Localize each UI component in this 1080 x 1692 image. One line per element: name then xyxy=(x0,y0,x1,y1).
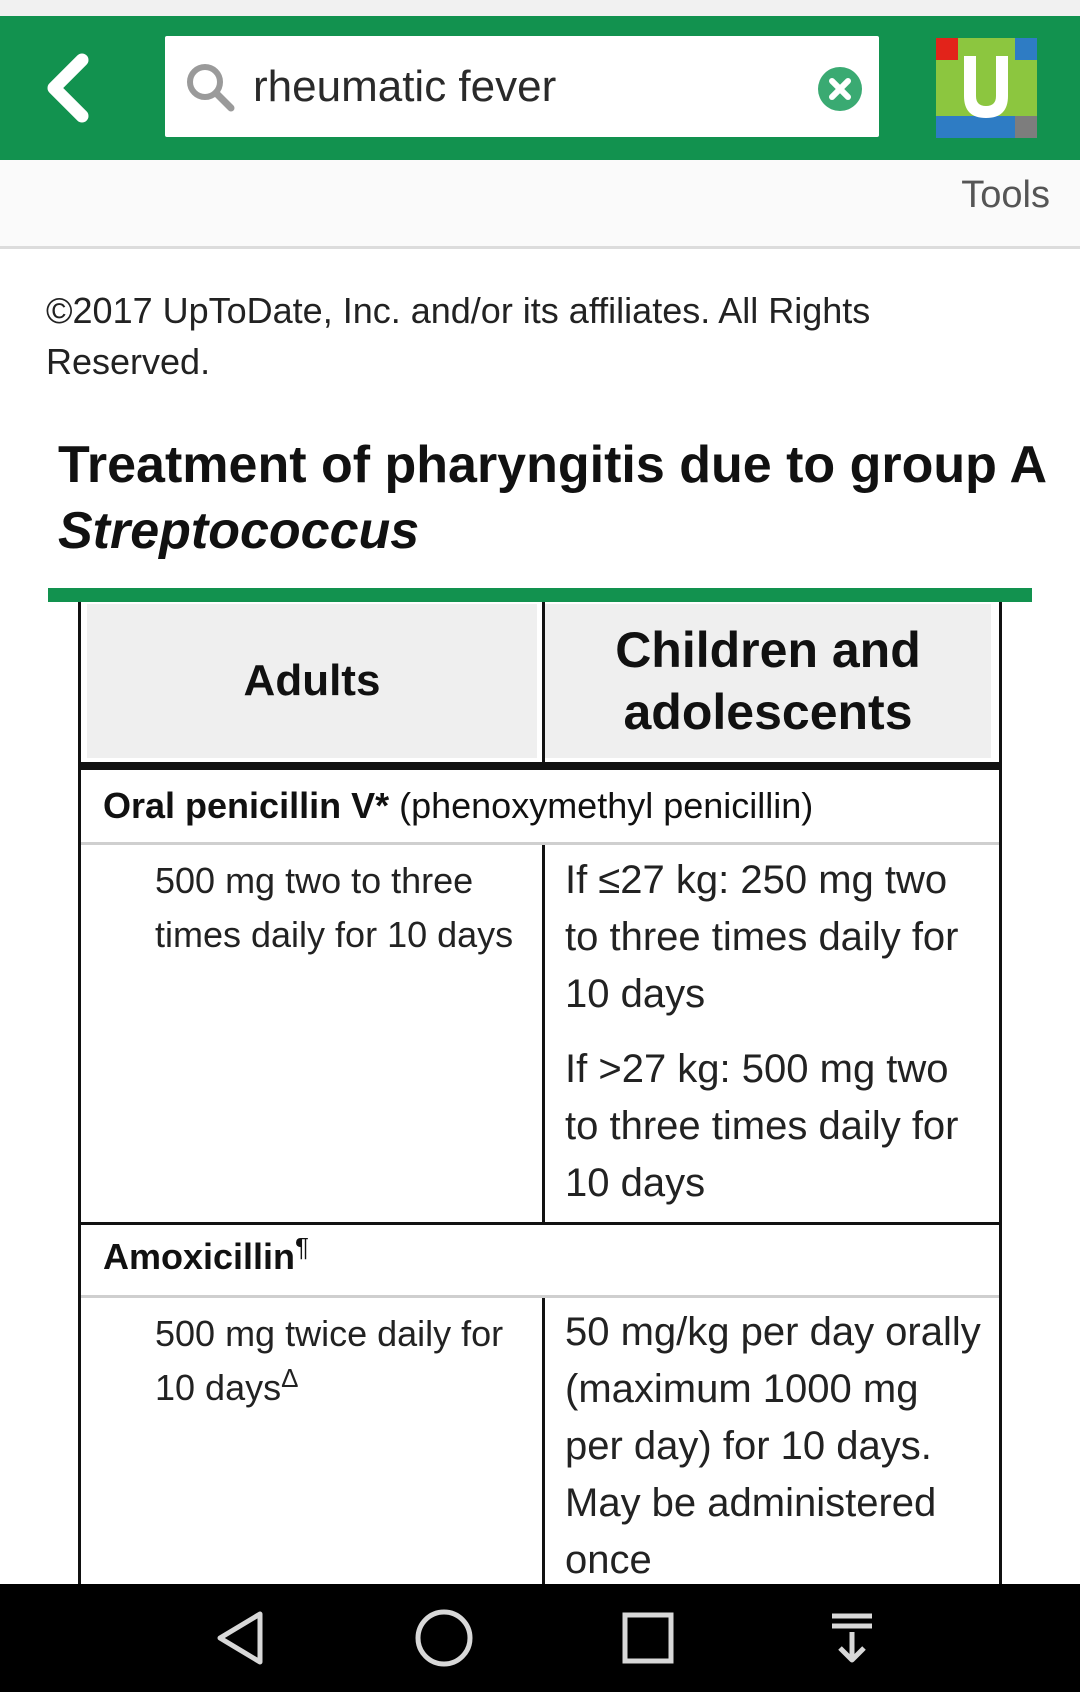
adults-dose-cell xyxy=(155,1307,535,1415)
title-divider xyxy=(48,588,1032,602)
uptodate-logo[interactable] xyxy=(936,38,1037,138)
tools-bar xyxy=(0,160,1080,249)
treatment-table xyxy=(78,602,1002,1602)
column-header-children: Children and adolescents xyxy=(545,604,991,758)
column-divider xyxy=(542,845,545,1222)
row-divider xyxy=(81,1295,999,1298)
children-dose-cell xyxy=(565,852,985,1230)
children-dose-cell xyxy=(565,1304,985,1607)
status-strip xyxy=(0,0,1080,16)
children-dose-line: If >27 kg: 500 mg two to three times daily for 10 days xyxy=(565,1047,959,1205)
search-icon xyxy=(183,60,237,114)
table-header xyxy=(81,602,999,762)
app-header xyxy=(0,16,1080,160)
column-divider xyxy=(542,602,545,762)
title-main: Treatment of pharyngitis due to group A xyxy=(58,436,1046,494)
footnote-mark: ¶ xyxy=(295,1232,310,1262)
back-triangle-icon[interactable] xyxy=(208,1606,272,1670)
title-italic: Streptococcus xyxy=(58,502,420,560)
clear-icon[interactable] xyxy=(817,66,863,112)
notifications-down-icon[interactable] xyxy=(820,1606,884,1670)
column-header-adults: Adults xyxy=(87,604,537,758)
adults-dose-cell: 500 mg two to three times daily for 10 days xyxy=(155,860,514,955)
tools-link[interactable]: Tools xyxy=(961,174,1050,216)
children-dose-line: 50 mg/kg per day orally (maximum 1000 mg per day) for 10 days. May be administered once xyxy=(565,1310,981,1582)
page-title xyxy=(58,432,1048,564)
copyright-text: ©2017 UpToDate, Inc. and/or its affiliates. All Rights Reserved. xyxy=(46,290,871,382)
back-button[interactable] xyxy=(36,52,108,124)
column-divider xyxy=(542,1298,545,1602)
recents-square-icon[interactable] xyxy=(616,1606,680,1670)
section-label-amoxicillin xyxy=(103,1232,310,1278)
drug-detail: (phenoxymethyl penicillin) xyxy=(389,785,814,826)
drug-name: Oral penicillin V* xyxy=(103,785,390,826)
chevron-left-icon xyxy=(36,52,108,124)
children-dose-line: If ≤27 kg: 250 mg two to three times daily for 10 days xyxy=(565,858,959,1016)
adults-dose-text: 500 mg twice daily for 10 days xyxy=(155,1313,504,1408)
search-box[interactable] xyxy=(165,36,879,137)
system-nav-bar xyxy=(0,1584,1080,1692)
search-input[interactable] xyxy=(253,36,793,137)
section-label-penicillin xyxy=(103,785,813,827)
header-rule xyxy=(81,762,999,770)
drug-name: Amoxicillin xyxy=(103,1236,296,1277)
row-divider xyxy=(81,842,999,845)
home-circle-icon[interactable] xyxy=(412,1606,476,1670)
section-divider xyxy=(81,1222,999,1225)
footnote-mark: Δ xyxy=(281,1363,299,1393)
